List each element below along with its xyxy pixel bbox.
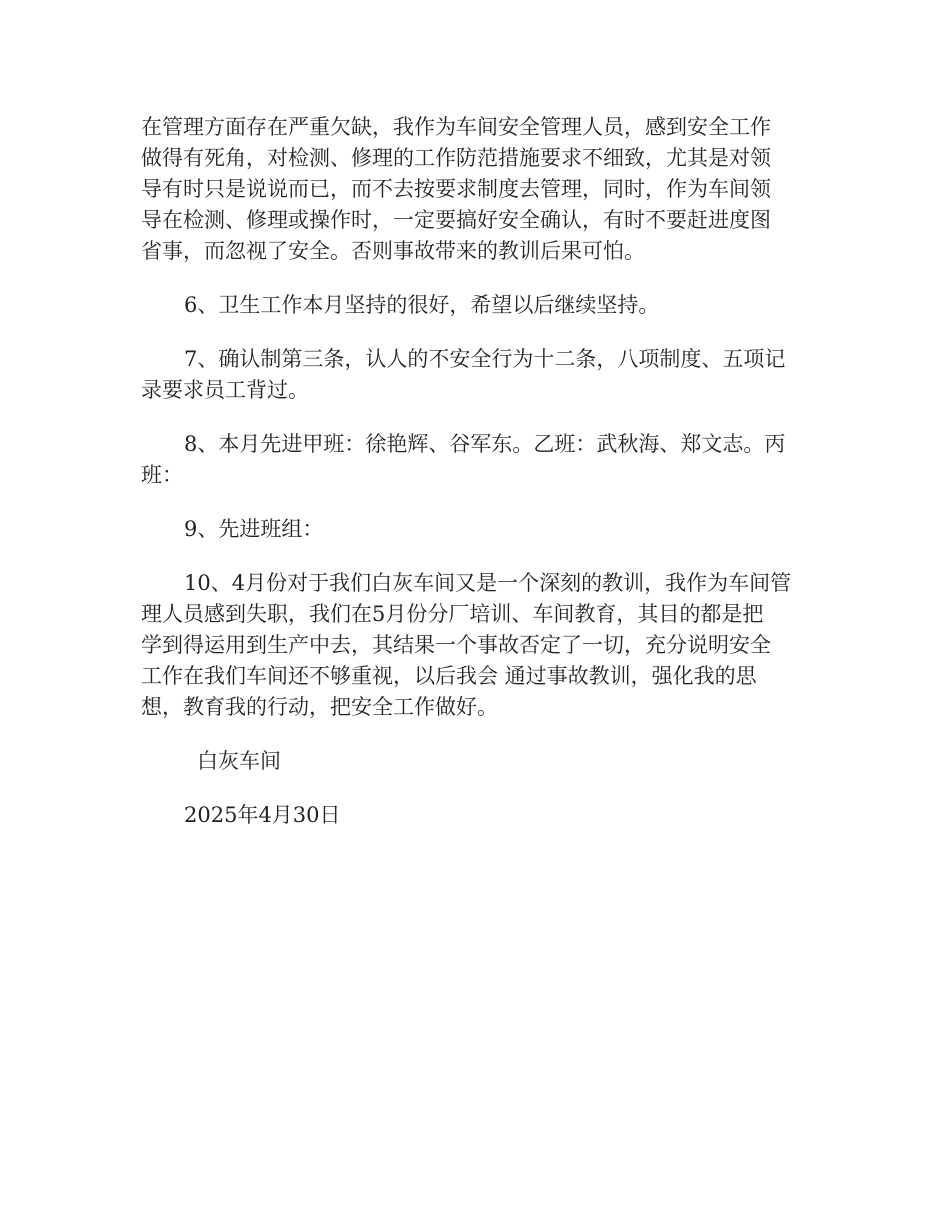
paragraph-item-7 bbox=[141, 344, 821, 406]
text-line: 在管理方面存在严重欠缺，我作为车间安全管理人员，感到安全工作 bbox=[141, 115, 771, 139]
text-line: 想，教育我的行动，把安全工作做好。 bbox=[141, 695, 498, 719]
paragraph-item-9 bbox=[141, 514, 821, 545]
text-line: 导在检测、修理或操作时，一定要搞好安全确认，有时不要赶进度图 bbox=[141, 208, 771, 232]
text-line: 班： bbox=[141, 463, 183, 487]
text-line: 导有时只是说说而已，而不去按要求制度去管理，同时，作为车间领 bbox=[141, 177, 771, 201]
date-text: 2025年4月30日 bbox=[184, 803, 341, 827]
paragraph-item-10 bbox=[141, 568, 821, 723]
paragraph-item-6 bbox=[141, 290, 821, 321]
text-line: 8、本月先进甲班：徐艳辉、谷军东。乙班：武秋海、郑文志。丙 bbox=[184, 432, 786, 456]
paragraph-management-deficiency bbox=[141, 112, 821, 267]
signature-date bbox=[141, 800, 821, 831]
text-line: 工作在我们车间还不够重视，以后我会 通过事故教训，强化我的思 bbox=[141, 664, 757, 688]
text-line: 省事，而忽视了安全。否则事故带来的教训后果可怕。 bbox=[141, 239, 645, 263]
text-line: 7、确认制第三条，认人的不安全行为十二条，八项制度、五项记 bbox=[184, 347, 786, 371]
text-line: 9、先进班组： bbox=[184, 517, 324, 541]
department-name: 白灰车间 bbox=[197, 749, 281, 773]
text-line: 做得有死角，对检测、修理的工作防范措施要求不细致，尤其是对领 bbox=[141, 146, 771, 170]
signature-department bbox=[141, 746, 821, 777]
document-body bbox=[141, 112, 821, 831]
text-line: 录要求员工背过。 bbox=[141, 378, 309, 402]
text-line: 10、4月份对于我们白灰车间又是一个深刻的教训，我作为车间管 bbox=[184, 571, 792, 595]
paragraph-item-8 bbox=[141, 429, 821, 491]
text-line: 学到得运用到生产中去，其结果一个事故否定了一切，充分说明安全 bbox=[141, 633, 771, 657]
text-line: 理人员感到失职，我们在5月份分厂培训、车间教育，其目的都是把 bbox=[141, 602, 764, 626]
text-line: 6、卫生工作本月坚持的很好，希望以后继续坚持。 bbox=[184, 293, 660, 317]
